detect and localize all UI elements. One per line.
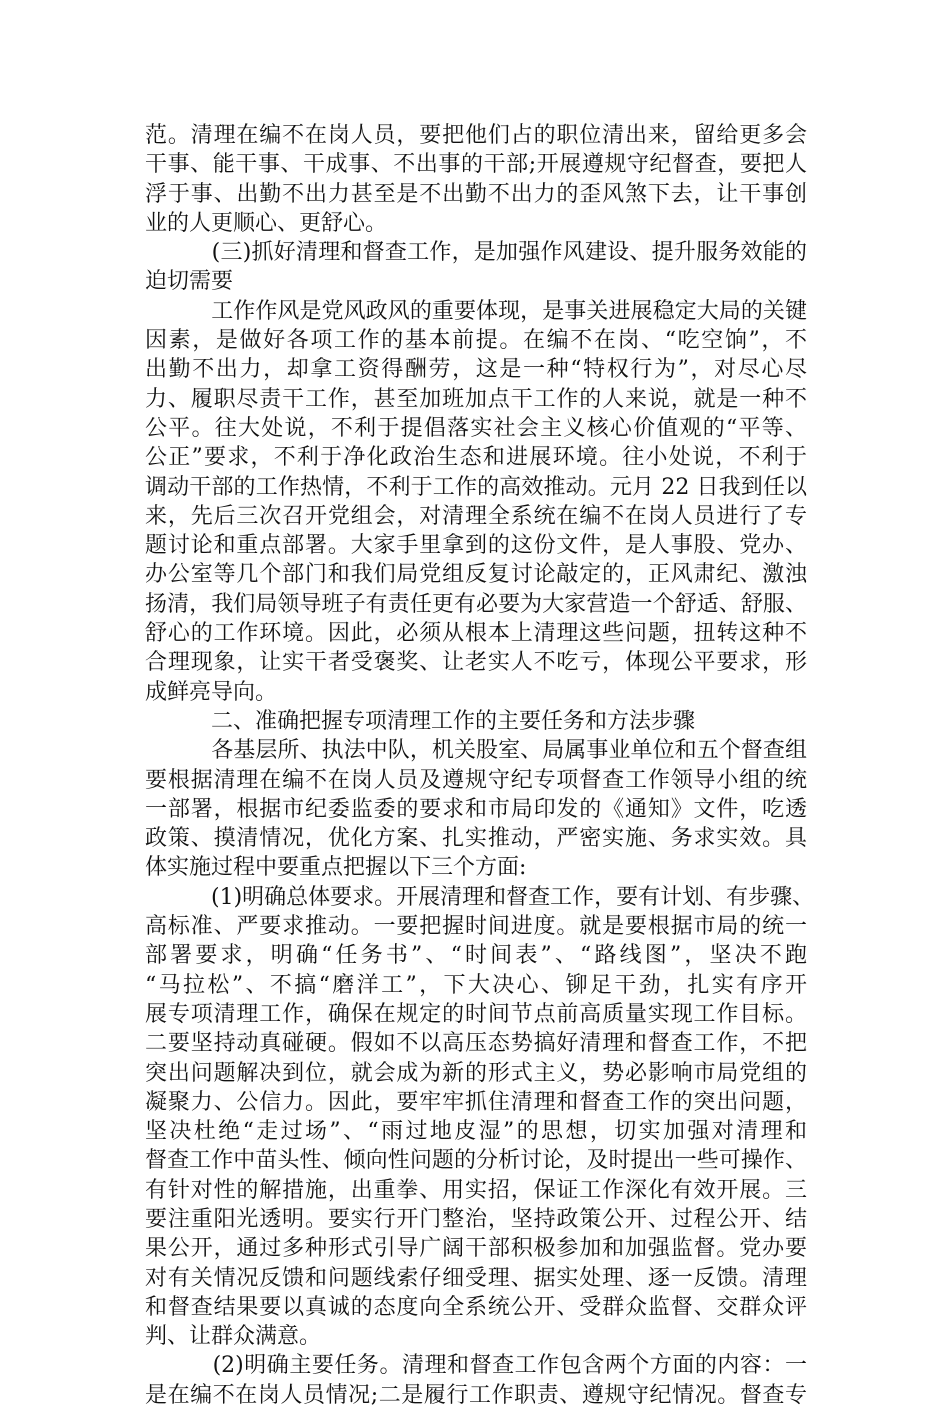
body-text-line: 因素，是做好各项工作的基本前提。在编不在岗、“吃空饷”，不 <box>145 328 807 354</box>
body-text-line: 体实施过程中要重点把握以下三个方面: <box>145 855 527 881</box>
body-text-line: 调动干部的工作热情，不利于工作的高效推动。元月 22 日我到任以 <box>145 474 807 500</box>
body-text-line: 成鲜亮导向。 <box>145 679 278 705</box>
body-text-line: 舒心的工作环境。因此，必须从根本上清理这些问题，扭转这种不 <box>145 621 807 647</box>
body-text-line: 政策、摸清情况，优化方案、扎实推动，严密实施、务求实效。具 <box>145 826 807 852</box>
body-text-line: 果公开，通过多种形式引导广阔干部积极参加和加强监督。党办要 <box>145 1236 807 1262</box>
body-text-line: 二要坚持动真碰硬。假如不以高压态势搞好清理和督查工作，不把 <box>145 1031 807 1057</box>
body-text-line: “马拉松”、不搞“磨洋工”，下大决心、铆足干劲，扎实有序开 <box>145 972 807 998</box>
body-text-line: (2)明确主要任务。清理和督查工作包含两个方面的内容：一 <box>145 1353 807 1379</box>
body-text-line: 出勤不出力，却拿工资得酬劳，这是一种“特权行为”，对尽心尽 <box>145 357 807 383</box>
body-text-line: 浮于事、出勤不出力甚至是不出勤不出力的歪风煞下去，让干事创 <box>145 181 807 207</box>
body-text-line: 办公室等几个部门和我们局党组反复讨论敲定的，正风肃纪、激浊 <box>145 562 807 588</box>
body-text-line: 部署要求，明确“任务书”、“时间表”、“路线图”，坚决不跑 <box>145 943 807 969</box>
body-text-line: 各基层所、执法中队，机关股室、局属事业单位和五个督查组 <box>145 738 807 764</box>
body-text-line: 干事、能干事、干成事、不出事的干部;开展遵规守纪督查，要把人 <box>145 152 807 178</box>
body-text-line: 范。清理在编不在岗人员，要把他们占的职位清出来，留给更多会 <box>145 123 807 148</box>
body-text-line: 有针对性的解措施，出重拳、用实招，保证工作深化有效开展。三 <box>145 1177 807 1203</box>
body-text-line: 来，先后三次召开党组会，对清理全系统在编不在岗人员进行了专 <box>145 503 807 529</box>
body-text-line: (1)明确总体要求。开展清理和督查工作，要有计划、有步骤、 <box>145 884 815 910</box>
body-text-line: 判、让群众满意。 <box>145 1324 322 1350</box>
body-text-line: 力、履职尽责干工作，甚至加班加点干工作的人来说，就是一种不 <box>145 386 807 412</box>
body-text-line: 工作作风是党风政风的重要体现，是事关进展稳定大局的关键 <box>145 298 807 324</box>
body-text-line: 要注重阳光透明。要实行开门整治，坚持政策公开、过程公开、结 <box>145 1206 807 1232</box>
body-text-line: 要根据清理在编不在岗人员及遵规守纪专项督查工作领导小组的统 <box>145 767 807 793</box>
body-text-line: 坚决杜绝“走过场”、“雨过地皮湿”的思想，切实加强对清理和 <box>145 1119 807 1145</box>
body-text-line: 和督查结果要以真诚的态度向全系统公开、受群众监督、交群众评 <box>145 1294 807 1320</box>
body-text-line: 题讨论和重点部署。大家手里拿到的这份文件，是人事股、党办、 <box>145 533 807 559</box>
body-text-line: 公平。往大处说，不利于提倡落实社会主义核心价值观的“平等、 <box>145 415 807 441</box>
body-text-line: 对有关情况反馈和问题线索仔细受理、据实处理、逐一反馈。清理 <box>145 1265 807 1291</box>
body-text-line: 迫切需要 <box>145 269 234 295</box>
body-text-line: 公正”要求，不利于净化政治生态和进展环境。往小处说，不利于 <box>145 445 807 471</box>
document-body <box>145 121 815 1410</box>
body-text-line: 督查工作中苗头性、倾向性问题的分析讨论，及时提出一些可操作、 <box>145 1148 807 1174</box>
body-text-line: (三)抓好清理和督查工作，是加强作风建设、提升服务效能的 <box>145 240 807 266</box>
body-text-line: 合理现象，让实干者受褒奖、让老实人不吃亏，体现公平要求，形 <box>145 650 807 676</box>
body-text-line: 突出问题解决到位，就会成为新的形式主义，势必影响市局党组的 <box>145 1060 807 1086</box>
body-text-line: 是在编不在岗人员情况;二是履行工作职责、遵规守纪情况。督查专 <box>145 1382 807 1408</box>
body-text-line: 二、准确把握专项清理工作的主要任务和方法步骤 <box>145 708 696 734</box>
body-text-line: 业的人更顺心、更舒心。 <box>145 210 388 236</box>
body-text-line: 展专项清理工作，确保在规定的时间节点前高质量实现工作目标。 <box>145 1001 807 1027</box>
body-text-line: 高标准、严要求推动。一要把握时间进度。就是要根据市局的统一 <box>145 914 807 940</box>
body-text-line: 扬清，我们局领导班子有责任更有必要为大家营造一个舒适、舒服、 <box>145 591 807 617</box>
body-text-line: 一部署，根据市纪委监委的要求和市局印发的《通知》文件，吃透 <box>145 796 807 822</box>
body-text-line: 凝聚力、公信力。因此，要牢牢抓住清理和督查工作的突出问题， <box>145 1089 807 1115</box>
